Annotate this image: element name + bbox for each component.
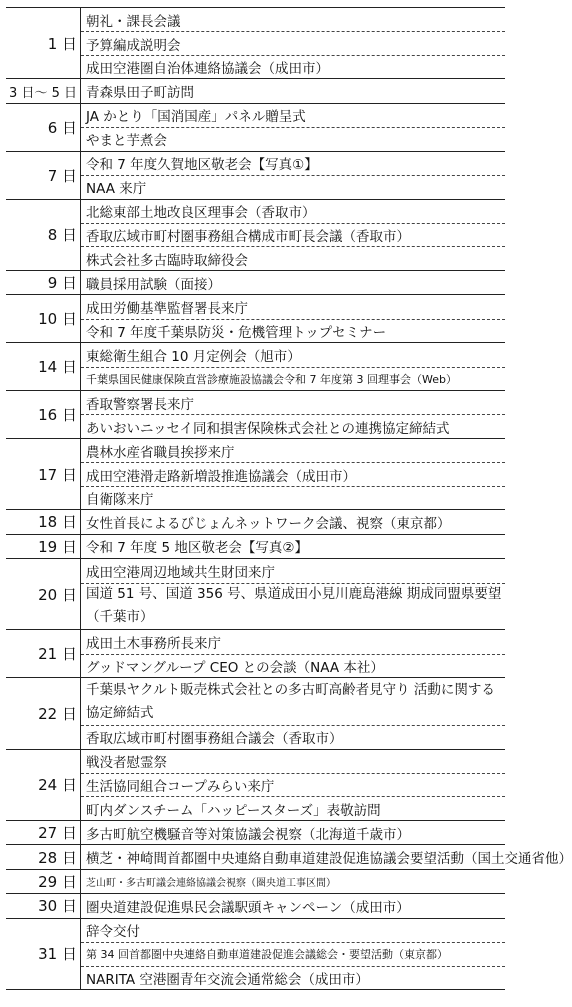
schedule-event: 成田空港周辺地域共生財団来庁 xyxy=(86,564,275,581)
schedule-date: 17 日 xyxy=(6,439,81,509)
schedule-day-group xyxy=(6,342,505,390)
schedule-event: 自衛隊来庁 xyxy=(81,486,505,509)
schedule-event: 女性首長によるびじょんネットワーク会議、視察（東京都） xyxy=(86,515,451,532)
schedule-day-group xyxy=(6,509,505,533)
schedule-event: 香取広域市町村圏事務組合議会（香取市） xyxy=(81,725,505,748)
schedule-day-group xyxy=(6,8,505,78)
schedule-event: 芝山町・多古町議会連絡協議会視察（圏央道工事区間） xyxy=(86,878,336,889)
schedule-event: 辞令交付 xyxy=(86,924,140,941)
schedule-date: 1 日 xyxy=(6,8,81,78)
schedule-items xyxy=(81,510,505,533)
schedule-items xyxy=(81,343,505,390)
schedule-items xyxy=(81,295,505,342)
schedule-day-group xyxy=(6,749,505,820)
schedule-items xyxy=(81,559,505,629)
schedule-event: 千葉県ヤクルト販売株式会社との多古町高齢者見守り 活動に関する協定締結式 xyxy=(86,681,495,721)
schedule-date: 19 日 xyxy=(6,535,81,558)
schedule-date: 20 日 xyxy=(6,559,81,629)
schedule-date: 8 日 xyxy=(6,200,81,270)
schedule-items xyxy=(81,919,505,989)
schedule-day-group xyxy=(6,558,505,629)
schedule-table xyxy=(6,7,572,990)
schedule-event: グッドマングループ CEO との会談（NAA 本社） xyxy=(81,654,505,677)
schedule-event: 圏央道建設促進県民会議駅頭キャンペーン（成田市） xyxy=(86,899,410,916)
schedule-items xyxy=(81,200,505,270)
schedule-day-group xyxy=(6,893,505,917)
schedule-day-group xyxy=(6,629,505,677)
schedule-event: JA かとり「国消国産」パネル贈呈式 xyxy=(86,109,306,126)
schedule-items xyxy=(81,104,505,151)
schedule-event: 香取広域市町村圏事務組合構成市町長会議（香取市） xyxy=(81,223,505,246)
schedule-event: 朝礼・課長会議 xyxy=(86,13,181,30)
schedule-day-group xyxy=(6,270,505,294)
schedule-event: 町内ダンスチーム「ハッピースターズ」表敬訪問 xyxy=(81,796,505,819)
schedule-day-group xyxy=(6,103,505,151)
schedule-date: 30 日 xyxy=(6,894,81,917)
schedule-items xyxy=(81,271,505,294)
schedule-event: 職員採用試験（面接） xyxy=(86,276,221,293)
schedule-day-group xyxy=(6,294,505,342)
schedule-items xyxy=(81,79,505,102)
schedule-date: 3 日～ 5 日 xyxy=(6,79,81,102)
schedule-day-group xyxy=(6,869,505,893)
schedule-event: 北総東部土地改良区理事会（香取市） xyxy=(86,205,316,222)
schedule-event: 青森県田子町訪問 xyxy=(86,85,194,102)
schedule-event: 令和 7 年度千葉県防災・危機管理トップセミナー xyxy=(81,319,505,342)
schedule-day-group xyxy=(6,820,505,844)
schedule-day-group xyxy=(6,151,505,199)
schedule-day-group xyxy=(6,199,505,270)
schedule-event: 成田空港圏自治体連絡協議会（成田市） xyxy=(81,55,505,78)
schedule-date: 10 日 xyxy=(6,295,81,342)
schedule-event: 予算編成説明会 xyxy=(81,31,505,54)
schedule-event: 令和 7 年度 5 地区敬老会【写真②】 xyxy=(86,540,308,557)
schedule-event: NAA 来庁 xyxy=(81,175,505,198)
schedule-date: 6 日 xyxy=(6,104,81,151)
schedule-date: 14 日 xyxy=(6,343,81,390)
schedule-date: 7 日 xyxy=(6,152,81,199)
schedule-event: 令和 7 年度久賀地区敬老会【写真①】 xyxy=(86,157,318,174)
schedule-day-group xyxy=(6,78,505,102)
schedule-date: 22 日 xyxy=(6,678,81,748)
schedule-day-group xyxy=(6,918,505,989)
schedule-date: 9 日 xyxy=(6,271,81,294)
schedule-day-group xyxy=(6,844,572,868)
schedule-event: 東総衛生組合 10 月定例会（旭市） xyxy=(86,348,301,365)
schedule-event: 第 34 回首都圏中央連絡自動車道建設促進会議総会・要望活動（東京都） xyxy=(81,942,505,965)
schedule-event: 千葉県国民健康保険直営診療施設協議会令和 7 年度第 3 回理事会（Web） xyxy=(81,367,505,390)
schedule-date: 31 日 xyxy=(6,919,81,989)
schedule-items xyxy=(81,152,505,199)
schedule-items xyxy=(81,845,572,868)
schedule-date: 24 日 xyxy=(6,750,81,820)
schedule-items xyxy=(81,630,505,677)
schedule-event: 農林水産省職員挨拶来庁 xyxy=(86,444,235,461)
schedule-items xyxy=(81,821,505,844)
schedule-event: やまと芋煮会 xyxy=(81,127,505,150)
schedule-event: 成田空港滑走路新増設推進協議会（成田市） xyxy=(81,462,505,485)
schedule-items xyxy=(81,391,505,438)
schedule-event: 横芝・神崎間首都圏中央連絡自動車道建設促進協議会要望活動（国土交通省他） xyxy=(86,851,572,868)
schedule-day-group xyxy=(6,534,505,558)
schedule-date: 16 日 xyxy=(6,391,81,438)
schedule-items xyxy=(81,750,505,820)
schedule-items xyxy=(81,8,505,78)
schedule-date: 27 日 xyxy=(6,821,81,844)
schedule-event: 戦没者慰霊祭 xyxy=(86,755,167,772)
schedule-event: 香取警察署長来庁 xyxy=(86,396,194,413)
schedule-event: NARITA 空港圏青年交流会通常総会（成田市） xyxy=(81,966,505,989)
schedule-items xyxy=(81,535,505,558)
schedule-date: 28 日 xyxy=(6,845,81,868)
schedule-day-group xyxy=(6,390,505,438)
schedule-items xyxy=(81,894,505,917)
schedule-event: 国道 51 号、国道 356 号、県道成田小見川鹿島港線 期成同盟県要望（千葉市） xyxy=(81,583,505,630)
schedule-event: 生活協同組合コープみらい来庁 xyxy=(81,773,505,796)
schedule-day-group xyxy=(6,677,505,748)
schedule-event: 成田土木事務所長来庁 xyxy=(86,636,221,653)
schedule-event: 株式会社多古臨時取締役会 xyxy=(81,246,505,269)
schedule-day-group xyxy=(6,438,505,509)
schedule-event: あいおいニッセイ同和損害保険株式会社との連携協定締結式 xyxy=(81,414,505,437)
schedule-event: 成田労働基準監督署長来庁 xyxy=(86,300,248,317)
schedule-items xyxy=(81,439,505,509)
schedule-date: 18 日 xyxy=(6,510,81,533)
schedule-items xyxy=(81,870,505,893)
schedule-items xyxy=(81,678,505,748)
schedule-date: 21 日 xyxy=(6,630,81,677)
schedule-event: 多古町航空機騒音等対策協議会視察（北海道千歳市） xyxy=(86,826,410,843)
schedule-date: 29 日 xyxy=(6,870,81,893)
